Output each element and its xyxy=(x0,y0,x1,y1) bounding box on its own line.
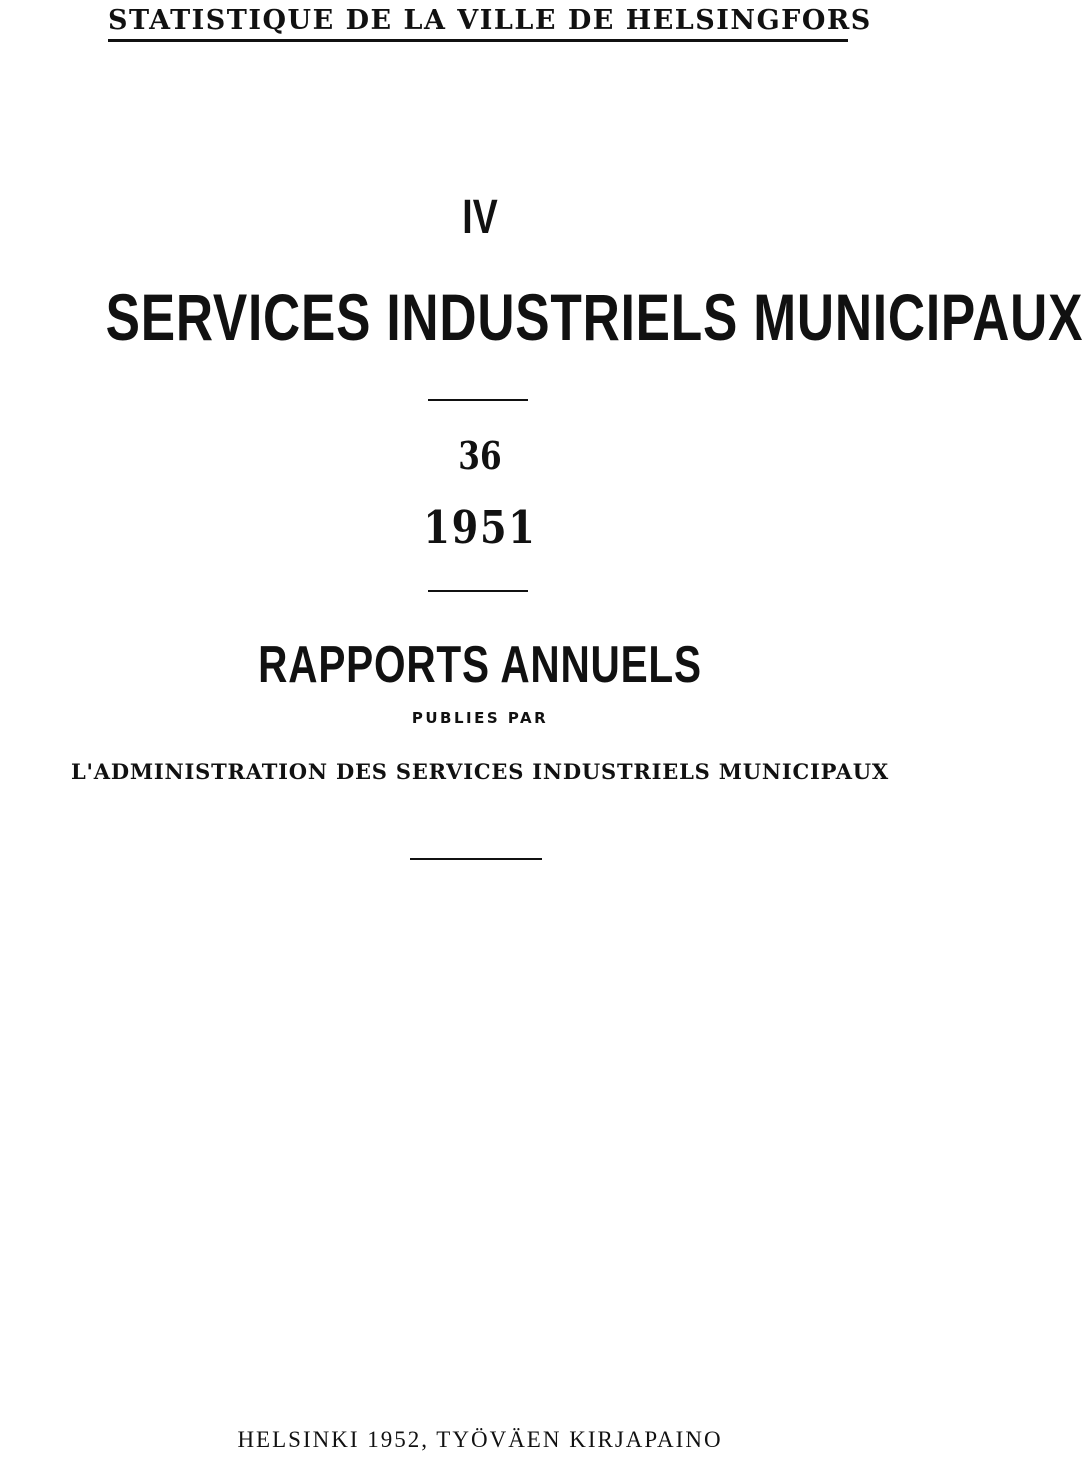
report-title: RAPPORTS ANNUELS xyxy=(258,636,702,694)
publisher-name: L'ADMINISTRATION DES SERVICES INDUSTRIELS MUNICIPAUX xyxy=(70,759,890,784)
main-title: SERVICES INDUSTRIELS MUNICIPAUX xyxy=(105,280,1083,354)
report-year: 1951 xyxy=(423,501,537,554)
divider-rule xyxy=(428,399,528,401)
divider-rule xyxy=(428,590,528,592)
issue-number: 36 xyxy=(458,433,502,478)
volume-number: IV xyxy=(462,191,498,244)
imprint: HELSINKI 1952, TYÖVÄEN KIRJAPAINO xyxy=(237,1427,723,1452)
header-rule xyxy=(108,39,848,42)
series-title: STATISTIQUE DE LA VILLE DE HELSINGFORS xyxy=(108,5,872,36)
published-by-label: PUBLIES PAR xyxy=(411,709,549,727)
divider-rule xyxy=(410,858,542,860)
